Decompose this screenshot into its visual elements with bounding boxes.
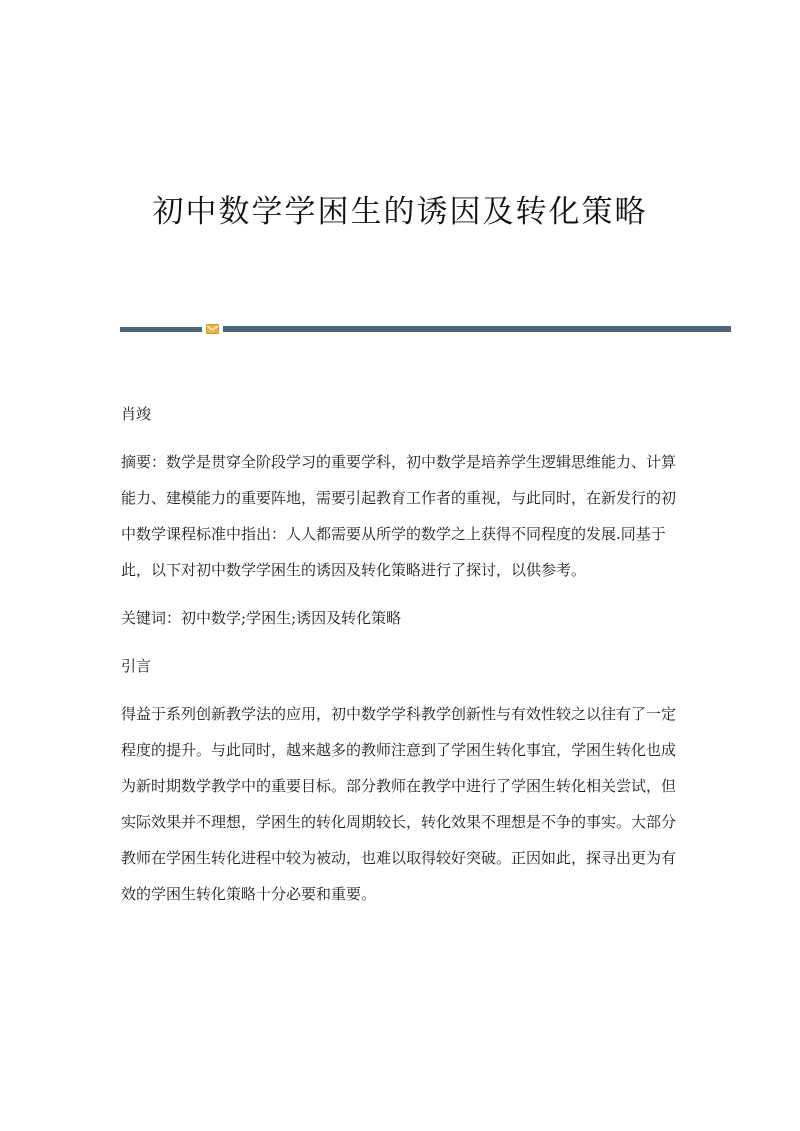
author-name: 肖竣 [121,405,152,423]
document-body [121,396,681,912]
page-title: 初中数学学困生的诱因及转化策略 [152,194,648,230]
abstract-paragraph [121,444,681,588]
keywords-line [121,600,681,636]
envelope-icon [206,324,219,334]
keywords-label: 关键词： [121,609,182,627]
divider-left-segment [120,327,202,332]
intro-paragraph: 得益于系列创新教学法的应用，初中数学学科教学创新性与有效性较之以往有了一定程度的提升。与此同时，越来越多的教师注意到了学困生转化事宜，学困生转化也成为新时期数学教学中的重要目标。部分教师在教学中进行了学困生转化相关尝试，但实际效果并不理想，学困生的转化周期较长，转化效果不理想是不争的事实。大部分教师在学困生转化进程中较为被动，也难以取得较好突破。正因如此，探寻出更为有效的学困生转化策略十分必要和重要。 [121,705,677,903]
intro-heading: 引言 [121,657,152,675]
title-divider [120,324,731,334]
abstract-label: 摘要： [121,453,167,471]
abstract-text: 数学是贯穿全阶段学习的重要学科，初中数学是培养学生逻辑思维能力、计算能力、建模能力的重要阵地，需要引起教育工作者的重视，与此同时，在新发行的初中数学课程标准中指出：人人都需要从所学的数学之上获得不同程度的发展.同基于此，以下对初中数学学困生的诱因及转化策略进行了探讨，以供参考。 [121,453,677,579]
keywords-text: 初中数学;学困生;诱因及转化策略 [181,609,402,627]
divider-right-segment [223,326,731,332]
